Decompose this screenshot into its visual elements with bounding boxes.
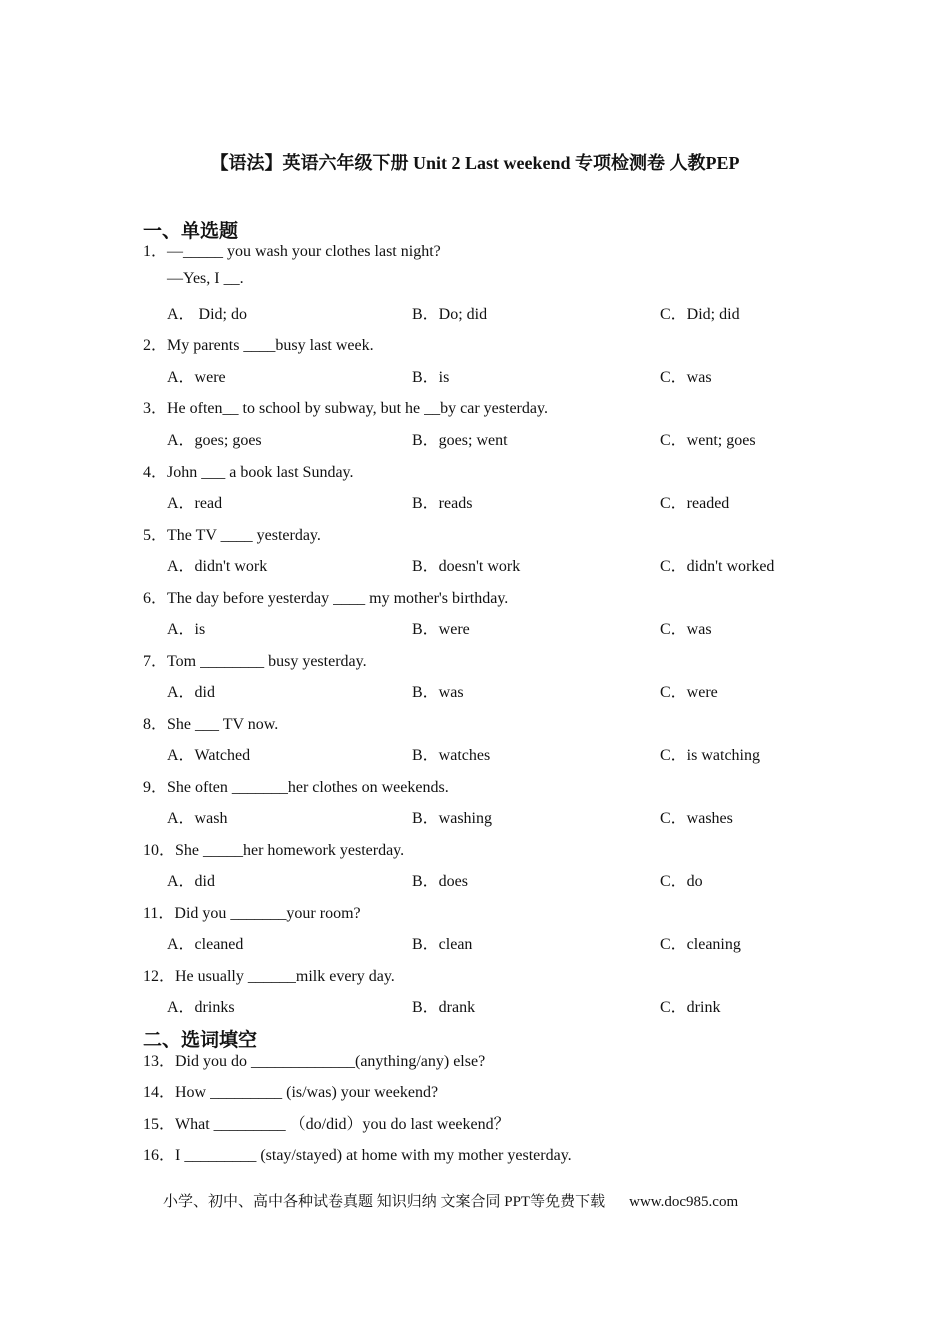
question-2-option-c: C．was [660, 369, 712, 386]
question-7-stem: 7．Tom ________ busy yesterday. [143, 653, 367, 670]
question-14: 14．How _________ (is/was) your weekend? [143, 1084, 439, 1101]
section-heading-single-choice: 一、单选题 [143, 220, 239, 242]
footer [163, 1190, 738, 1211]
question-2-stem: 2．My parents ____busy last week. [143, 337, 374, 354]
question-9-option-c: C．washes [660, 810, 733, 827]
question-2-option-a: A．were [167, 369, 226, 386]
question-3-option-a: A．goes; goes [167, 432, 262, 449]
footer-url-link[interactable]: www.doc985.com [629, 1194, 739, 1210]
question-12-option-b: B．drank [412, 999, 476, 1016]
question-11-stem: 11．Did you _______your room? [143, 905, 361, 922]
question-4-option-a: A．read [167, 495, 223, 512]
question-12-option-c: C．drink [660, 999, 721, 1016]
question-8-option-a: A．Watched [167, 747, 251, 764]
footer-text: 小学、初中、高中各种试卷真题 知识归纳 文案合同 PPT等免费下载 [163, 1194, 606, 1210]
question-1-option-c: C．Did; did [660, 306, 740, 323]
question-1-option-b: B．Do; did [412, 306, 488, 323]
question-4-option-b: B．reads [412, 495, 473, 512]
question-7-option-c: C．were [660, 684, 718, 701]
question-10-option-b: B．does [412, 873, 469, 890]
question-9-option-b: B．washing [412, 810, 493, 827]
question-6-option-a: A．is [167, 621, 206, 638]
question-2-option-b: B．is [412, 369, 450, 386]
question-4-option-c: C．readed [660, 495, 730, 512]
question-6-option-b: B．were [412, 621, 470, 638]
question-1-answer-line: —Yes, I __. [167, 270, 244, 287]
question-1-option-a: A． Did; do [167, 306, 248, 323]
question-12-option-a: A．drinks [167, 999, 235, 1016]
question-8-stem: 8．She ___ TV now. [143, 716, 279, 733]
question-10-stem: 10．She _____her homework yesterday. [143, 842, 405, 859]
question-1-stem: 1．—_____ you wash your clothes last night? [143, 243, 441, 260]
question-13: 13．Did you do _____________(anything/any) else? [143, 1053, 486, 1070]
question-3-stem: 3．He often__ to school by subway, but he __by car yesterday. [143, 400, 548, 417]
section-heading-fill-in: 二、选词填空 [143, 1029, 258, 1051]
question-11-option-c: C．cleaning [660, 936, 741, 953]
question-4-stem: 4．John ___ a book last Sunday. [143, 464, 354, 481]
question-3-option-c: C．went; goes [660, 432, 756, 449]
question-15: 15．What _________ （do/did）you do last weekend？ [143, 1116, 510, 1133]
question-5-option-a: A．didn't work [167, 558, 268, 575]
question-5-option-b: B．doesn't work [412, 558, 521, 575]
question-10-option-a: A．did [167, 873, 216, 890]
page-title: 【语法】英语六年级下册 Unit 2 Last weekend 专项检测卷 人教PEP [210, 153, 740, 173]
question-6-stem: 6．The day before yesterday ____ my mother's birthday. [143, 590, 509, 607]
question-16: 16．I _________ (stay/stayed) at home with my mother yesterday. [143, 1147, 572, 1164]
question-7-option-a: A．did [167, 684, 216, 701]
question-9-option-a: A．wash [167, 810, 228, 827]
question-3-option-b: B．goes; went [412, 432, 508, 449]
question-5-option-c: C．didn't worked [660, 558, 775, 575]
question-6-option-c: C．was [660, 621, 712, 638]
question-9-stem: 9．She often _______her clothes on weekends. [143, 779, 449, 796]
question-7-option-b: B．was [412, 684, 464, 701]
question-12-stem: 12．He usually ______milk every day. [143, 968, 395, 985]
question-10-option-c: C．do [660, 873, 703, 890]
question-11-option-a: A．cleaned [167, 936, 244, 953]
question-5-stem: 5．The TV ____ yesterday. [143, 527, 321, 544]
question-8-option-c: C．is watching [660, 747, 760, 764]
question-8-option-b: B．watches [412, 747, 491, 764]
question-11-option-b: B．clean [412, 936, 473, 953]
